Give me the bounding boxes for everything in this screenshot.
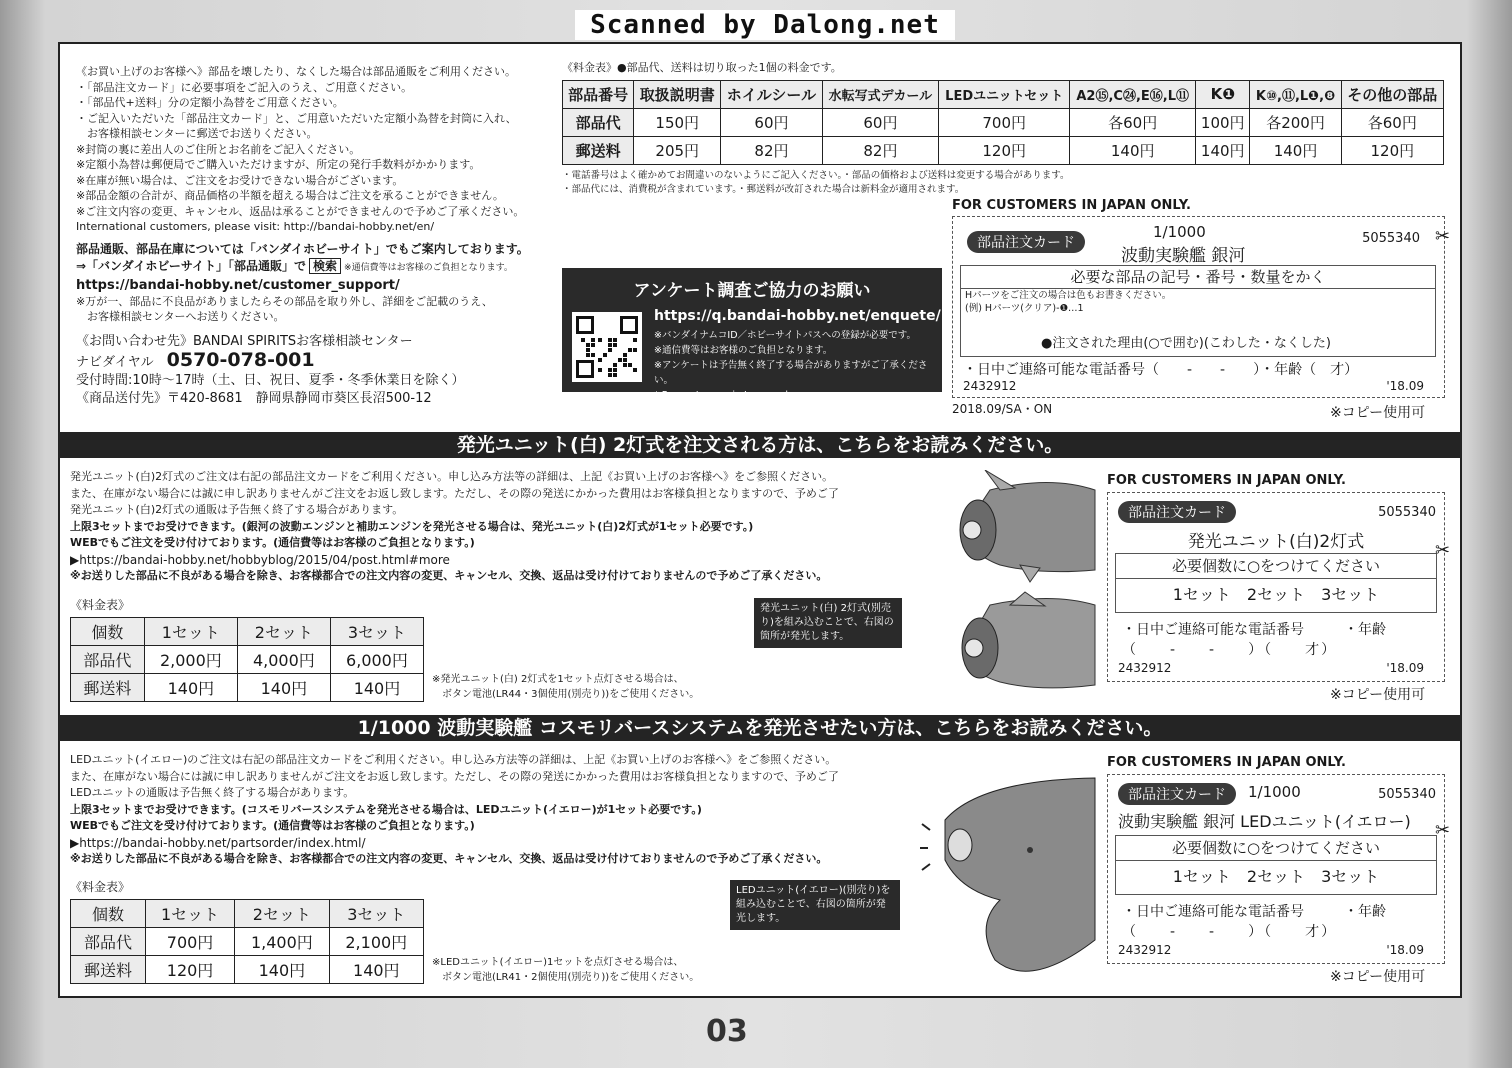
qr-module [628,348,632,352]
text-line: ※部品金額の合計が、商品価格の半額を超える場合はご注文を承ることができません。 [76,189,504,202]
card1-copy: ※コピー使用可 [1330,405,1426,421]
qr-module [608,348,612,352]
section3-battery2: ボタン電池(LR41・2個使用(別売り))をご使用ください。 [432,972,700,983]
card3-scale: 1/1000 [1248,783,1301,801]
qr-module [598,338,602,342]
qr-module [613,343,617,347]
table-cell: 120円 [1341,136,1443,164]
table-cell: 郵送料 [71,956,146,984]
customer-info-lines [76,64,556,235]
section2-bar: 発光ユニット(白) 2灯式を注文される方は、こちらをお読みください。 [58,432,1462,458]
table-cell: 700円 [145,928,234,956]
table-header: 1セット [145,900,234,928]
table-cell: 100円 [1196,108,1250,136]
card2-header: FOR CUSTOMERS IN JAPAN ONLY. [1107,473,1346,488]
text-line: LEDユニット(イエロー)のご注文は右記の部品注文カードをご利用ください。申し込み方法等の詳細は、上記《お買い上げのお客様へ》をご参照ください。 [70,753,837,766]
card2-age-label: ・年齢 [1344,622,1386,638]
section2-battery2: ボタン電池(LR44・3個使用(別売り))をご使用ください。 [432,689,700,700]
table-cell: 82円 [721,136,823,164]
support-url[interactable]: https://bandai-hobby.net/customer_support/ [76,277,400,293]
qr-module [591,338,595,342]
section2-battery1: ※発光ユニット(白) 2灯式を1セット点灯させる場合は、 [432,674,684,685]
qr-module [623,363,627,367]
table-cell: 各200円 [1250,108,1341,136]
card3-name: 波動実験艦 銀河 LEDユニット(イエロー) [1118,812,1411,831]
text-line: ※在庫が無い場合は、ご注文をお受けできない場合がございます。 [76,173,404,187]
table-cell: 60円 [721,108,823,136]
contact-title: 《お問い合わせ先》BANDAI SPIRITSお客様相談センター [76,333,413,349]
table-cell: 2,100円 [329,928,423,956]
section2-note-box: 発光ユニット(白) 2灯式(別売り)を組み込むことで、右図の箇所が発光します。 [754,598,902,648]
qr-module [591,343,595,347]
card2-instruction: 必要個数に○をつけてください [1116,554,1436,579]
table-header: 3セット [330,618,423,646]
card1-example: (例) Hパーツ(クリア)-❶…1 [965,303,1084,314]
text-line: 上限3セットまでお受けできます。(銀河の波動エンジンと補助エンジンを発光させる場合は、発光ユニット(白)2灯式が1セット必要です。) [70,519,754,533]
card3-age-label: ・年齢 [1344,904,1386,920]
card3-copy: ※コピー使用可 [1330,969,1426,985]
qr-finder [576,360,594,378]
text-line: International customers, please visit: http://bandai-hobby.net/en/ [76,220,435,233]
section3-text [70,752,910,868]
table-header: 1セット [144,618,237,646]
table-cell: 140円 [235,956,329,984]
navi-dial: ナビダイヤル 0570-078-001 [76,348,315,371]
defect-note2: お客様相談センターへお送りください。 [76,310,285,323]
engine-light-bottom [965,639,983,657]
table-cell: 140円 [1250,136,1341,164]
qr-module [618,358,622,362]
qr-module [591,353,595,357]
hull-detail [1027,847,1033,853]
address: 《商品送付先》〒420-8681 静岡県静岡市葵区長沼500-12 [76,390,432,406]
card1-footer: 2018.09/SA・ON [952,402,1053,416]
section2-text [70,469,910,585]
bow-light [948,829,972,861]
text-line: ・「部品注文カード」に必要事項をご記入のうえ、ご用意ください。 [76,80,413,94]
table-header: K❶ [1196,80,1250,108]
qr-module [586,353,590,357]
table-header: 2セット [237,618,330,646]
card1-name: 波動実験艦 銀河 [1121,246,1246,266]
text-line: LEDユニットの通販は予告無く終了する場合があります。 [70,786,355,799]
section3-battery1: ※LEDユニット(イエロー)1セットを点灯させる場合は、 [432,957,684,968]
qr-module [581,338,585,342]
ship-illustration-2 [920,760,1100,990]
hours: 受付時間:10時〜17時（土、日、祝日、夏季・冬季休業日を除く） [76,372,465,388]
table-header: 水転写式デカール [822,80,938,108]
qr-module [598,358,602,362]
section2-price-table [70,617,424,702]
text-line: 上限3セットまでお受けできます。(コスモリバースシステムを発光させる場合は、LEDユニット(イエロー)が1セット必要です。) [70,802,702,816]
table-header: LEDユニットセット [939,80,1070,108]
text-line: ▶https://bandai-hobby.net/partsorder/index.html/ [70,835,366,850]
qr-module [623,353,627,357]
section2-table-title: 《料金表》 [70,598,131,612]
enquete-title: アンケート調査ご協力のお願い [633,281,871,301]
order-card-3 [1107,774,1445,964]
table-cell: 140円 [1070,136,1196,164]
table-cell: 6,000円 [330,646,423,674]
card2-copy: ※コピー使用可 [1330,687,1426,703]
order-card-2 [1107,492,1445,682]
text-line: ※定額小為替は郵便局でご購入いただけますが、所定の発行手数料がかかります。 [76,158,481,171]
table-cell: 部品代 [71,928,146,956]
text-line: ▶https://bandai-hobby.net/hobbyblog/2015/04/post.html#more [70,552,450,567]
site-line2: ⇒「バンダイホビーサイト」「部品通販」で 検索 ※通信費等はお客様のご負担となります。 [76,258,513,273]
defect-note1: ※万が一、部品に不良品がありましたらその部品を取り外し、詳細をご記載のうえ、 [76,294,493,308]
bow-hull [945,778,1095,971]
text-line: お客様相談センターに郵送でお送りください。 [76,127,318,140]
text-line: 発光ユニット(白)2灯式のご注文は右記の部品注文カードをご利用ください。申し込み方法等の詳細は、上記《お買い上げのお客様へ》をご参照ください。 [70,470,834,483]
qr-module [623,358,627,362]
fee-note1: ・電話番号はよく確かめてお間違いのないようにご記入ください。・部品の価格および送料は変更する場合があります。 [562,169,1070,181]
table-cell: 部品代 [71,646,145,674]
card1-num: 2432912 [963,379,1017,393]
fee-table [562,80,1444,165]
enquete-note4: * For customers in Japan only. [654,390,796,401]
card1-instruction: 必要な部品の記号・番号・数量をかく [961,266,1435,289]
table-cell: 140円 [237,674,330,702]
qr-module [613,338,617,342]
card2-num: 2432912 [1118,661,1172,675]
qr-module [633,368,637,372]
table-cell: 205円 [634,136,721,164]
card3-header: FOR CUSTOMERS IN JAPAN ONLY. [1107,755,1346,770]
qr-finder [576,316,594,334]
card3-phone-label: ・日中ご連絡可能な電話番号 [1122,904,1304,920]
text-line: ・ご記入いただいた「部品注文カード」と、ご用意いただいた定額小為替を封筒に入れ、 [76,111,517,125]
fee-note2: ・部品代には、消費税が含まれています。・郵送料が改訂された場合は新料金が適用されます。 [562,183,965,195]
table-cell: 各60円 [1341,108,1443,136]
section3-note-box: LEDユニット(イエロー)(別売り)を組み込むことで、右図の箇所が発光します。 [730,880,900,930]
text-line: また、在庫がない場合には誠に申し訳ありませんがご注文をお返し致します。ただし、その際の発送にかかった費用はお客様負担となりますので、予めご了 [70,769,839,783]
card1-year: '18.09 [1386,379,1424,393]
table-cell: 140円 [1196,136,1250,164]
qr-finder [620,316,638,334]
qr-module [598,368,602,372]
table-cell: 1,400円 [235,928,329,956]
table-cell: 各60円 [1070,108,1196,136]
table-cell: 2,000円 [144,646,237,674]
search-box: 検索 [309,258,341,274]
scan-watermark: Scanned by Dalong.net [575,10,955,40]
table-cell: 140円 [329,956,423,984]
scissors-icon-2: ✂ [1435,540,1451,561]
fin-top [985,470,1015,490]
table-header: K⑩,⑪,L❶,❽ [1250,80,1341,108]
card1-tag: 部品注文カード [967,231,1085,253]
qr-module [603,353,607,357]
page-number: 03 [706,1014,748,1049]
qr-module [613,373,617,377]
table-cell: 150円 [634,108,721,136]
qr-module [608,373,612,377]
card3-instruction: 必要個数に○をつけてください [1116,836,1436,861]
table-cell: 60円 [822,108,938,136]
enquete-url[interactable]: https://q.bandai-hobby.net/enquete/ [654,308,941,324]
text-line: ※封筒の裏に差出人のご住所とお名前をご記入ください。 [76,142,361,156]
qr-module [613,363,617,367]
table-cell: 700円 [939,108,1070,136]
text-line: WEBでもご注文を受け付けております。(通信費等はお客様のご負担となります。) [70,536,475,549]
order-card-1 [952,216,1445,398]
card3-phone-fill[interactable]: （ - - ）（ 才） [1122,924,1338,940]
card2-name: 発光ユニット(白)2灯式 [1187,532,1365,552]
card2-sets[interactable]: 1セット 2セット 3セット [1172,585,1380,604]
card1-code: 5055340 [1362,231,1420,246]
card2-year: '18.09 [1386,661,1424,675]
ship-illustration-1 [930,470,1100,700]
table-cell: 140円 [144,674,237,702]
card3-year: '18.09 [1386,943,1424,957]
table-header: 2セット [235,900,329,928]
table-cell: 郵送料 [71,674,145,702]
card3-sets[interactable]: 1セット 2セット 3セット [1172,867,1380,886]
table-header: 個数 [71,900,146,928]
enquete-note1: ※バンダイナムコID／ホビーサイトパスへの登録が必要です。 [654,330,917,341]
card2-tag: 部品注文カード [1118,501,1236,523]
enquete-note3: ※アンケートは予告無く終了する場合がありますがご了承ください。 [654,360,928,386]
enquete-box [562,268,942,401]
qr-module [633,338,637,342]
section3-price-table [70,899,424,984]
text-line: ※ご注文内容の変更、キャンセル、返品は承ることができませんので予めご了承ください。 [76,204,525,218]
qr-module [608,368,612,372]
enquete-note2: ※通信費等はお客様のご負担となります。 [654,345,833,356]
qr-module [586,343,590,347]
table-header: 部品番号 [563,80,634,108]
text-line: ・「部品代+送料」分の定額小為替をご用意ください。 [76,96,344,109]
qr-module [633,348,637,352]
scissors-icon: ✂ [1435,226,1451,247]
card1-scale: 1/1000 [1153,223,1206,241]
card3-code: 5055340 [1378,787,1436,802]
card3-num: 2432912 [1118,943,1172,957]
qr-module [613,368,617,372]
qr-module [628,363,632,367]
section3-table-title: 《料金表》 [70,880,131,894]
table-cell: 部品代 [563,108,634,136]
qr-module [608,343,612,347]
fee-table-block [562,60,1447,197]
card2-phone-fill[interactable]: （ - - ）（ 才） [1122,642,1338,658]
section3-bar: 1/1000 波動実験艦 コスモリバースシステムを発光させたい方は、こちらをお読みください。 [58,715,1462,741]
card1-reason: ●注文された理由(○で囲む)(こわした・なくした) [1041,336,1331,351]
scissors-icon-3: ✂ [1435,820,1451,841]
engine-light-top [963,521,981,539]
text-line: また、在庫がない場合には誠に申し訳ありませんがご注文をお返し致します。ただし、その際の発送にかかった費用はお客様負担となりますので、予めご了 [70,486,839,500]
customer-info [76,64,556,408]
qr-module [586,348,590,352]
card1-h-note: Hパーツをご注文の場合は色もお書きください。 [965,290,1172,301]
card2-code: 5055340 [1378,505,1436,520]
table-header: ホイルシール [721,80,823,108]
text-line: 発光ユニット(白)2灯式の通販は予告無く終了する場合があります。 [70,503,404,516]
table-header: 3セット [329,900,423,928]
table-cell: 120円 [939,136,1070,164]
text-line: 《お買い上げのお客様へ》部品を壊したり、なくした場合は部品通販をご利用ください。 [76,65,516,78]
table-header: 取扱説明書 [634,80,721,108]
table-header: A2⑮,C㉔,E⑯,L⑪ [1070,80,1196,108]
fin-bottom [1020,565,1040,582]
qr-code-icon[interactable] [572,312,642,382]
card1-phone: ・日中ご連絡可能な電話番号（ - - ）・年齢（ 才） [963,362,1359,378]
text-line: ※お送りした部品に不良がある場合を除き、お客様都合での注文内容の変更、キャンセル、交換、返品は受け付けておりませんので予めご了承ください。 [70,852,828,865]
glow-mark [920,824,930,870]
fee-table-title: 《料金表》●部品代、送料は切り取った1個の料金です。 [562,61,842,74]
card2-phone-label: ・日中ご連絡可能な電話番号 [1122,622,1304,638]
table-cell: 4,000円 [237,646,330,674]
table-cell: 140円 [330,674,423,702]
card3-tag: 部品注文カード [1118,783,1236,805]
table-cell: 120円 [145,956,234,984]
text-line: WEBでもご注文を受け付けております。(通信費等はお客様のご負担となります。) [70,819,475,832]
table-header: 個数 [71,618,145,646]
site-line1: 部品通販、部品在庫については「バンダイホビーサイト」でもご案内しております。 [76,241,529,256]
table-header: その他の部品 [1341,80,1443,108]
table-cell: 82円 [822,136,938,164]
qr-module [608,338,612,342]
text-line: ※お送りした部品に不良がある場合を除き、お客様都合での注文内容の変更、キャンセル、交換、返品は受け付けておりませんので予めご了承ください。 [70,569,828,582]
card1-header: FOR CUSTOMERS IN JAPAN ONLY. [952,198,1191,213]
table-cell: 郵送料 [563,136,634,164]
